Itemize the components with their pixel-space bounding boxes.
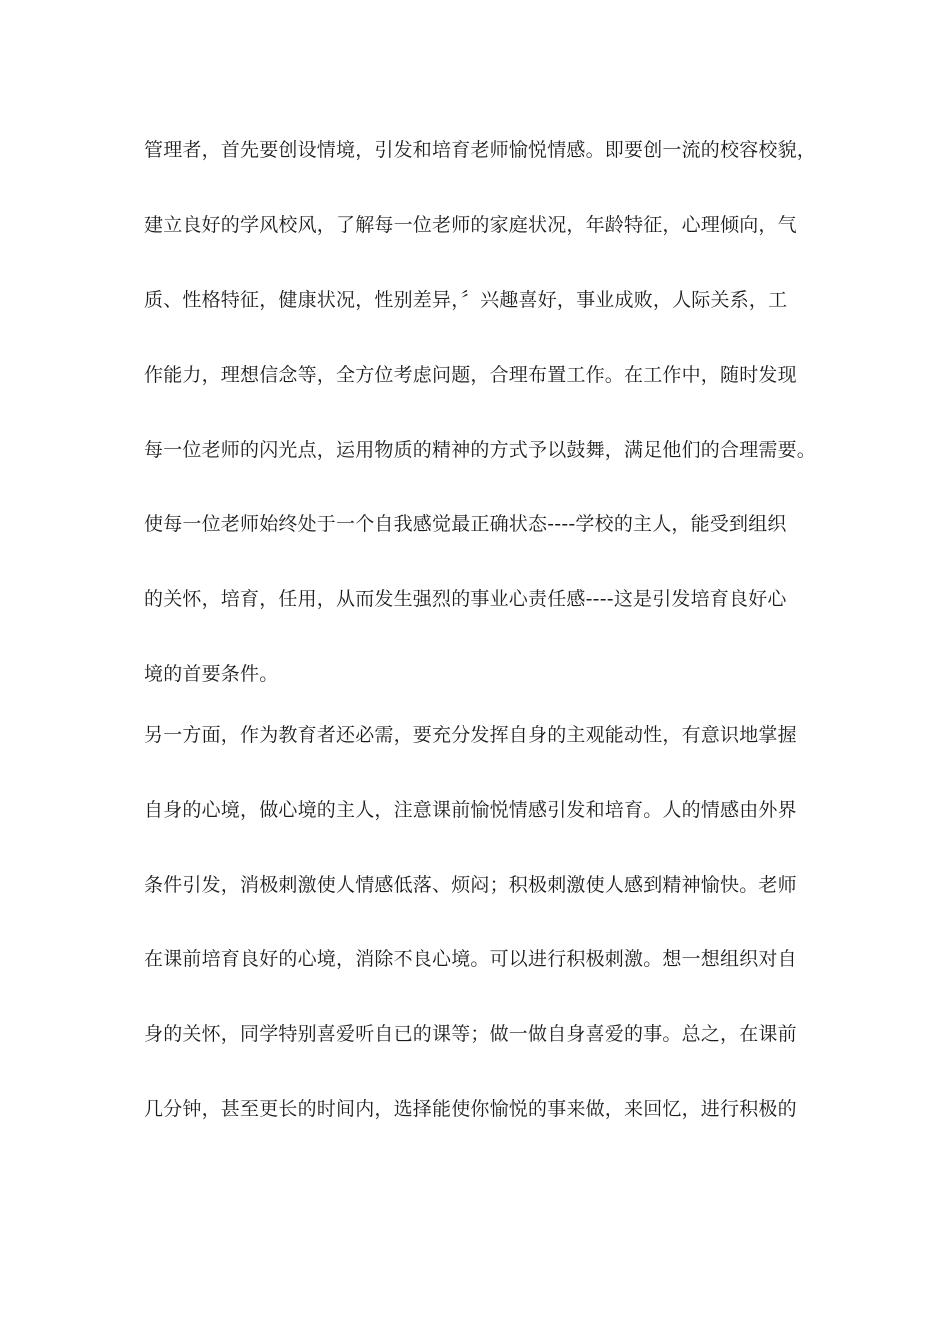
- text-line: 条件引发，消极刺激使人情感低落、烦闷；积极刺激使人感到精神愉快。老师: [144, 874, 797, 896]
- text-line: 几分钟，甚至更长的时间内，选择能使你愉悦的事来做，来回忆，进行积极的: [144, 1098, 797, 1120]
- text-line: 管理者，首先要创设情境，引发和培育老师愉悦情感。即要创一流的校容校貌，: [144, 139, 817, 161]
- text-line: 建立良好的学风校风，了解每一位老师的家庭状况，年龄特征，心理倾向，气: [144, 214, 797, 236]
- text-line: 作能力，理想信念等，全方位考虑问题，合理布置工作。在工作中，随时发现: [144, 364, 797, 386]
- text-line: 自身的心境，做心境的主人，注意课前愉悦情感引发和培育。人的情感由外界: [144, 799, 797, 821]
- text-line: 每一位老师的闪光点，运用物质的精神的方式予以鼓舞，满足他们的合理需要。: [144, 439, 817, 461]
- text-line: 质、性格特征，健康状况，性别差异，〞兴趣喜好，事业成败，人际关系，工: [144, 289, 788, 311]
- text-line: 的关怀，培育，任用，从而发生强烈的事业心责任感----这是引发培育良好心: [144, 588, 787, 610]
- text-line: 使每一位老师始终处于一个自我感觉最正确状态----学校的主人，能受到组织: [144, 513, 787, 535]
- text-line: 另一方面，作为教育者还必需，要充分发挥自身的主观能动性，有意识地掌握: [144, 724, 797, 746]
- text-line: 在课前培育良好的心境，消除不良心境。可以进行积极刺激。想一想组织对自: [144, 948, 797, 970]
- text-line: 身的关怀，同学特别喜爱听自已的课等；做一做自身喜爱的事。总之，在课前: [144, 1023, 797, 1045]
- text-line: 境的首要条件。: [144, 663, 279, 685]
